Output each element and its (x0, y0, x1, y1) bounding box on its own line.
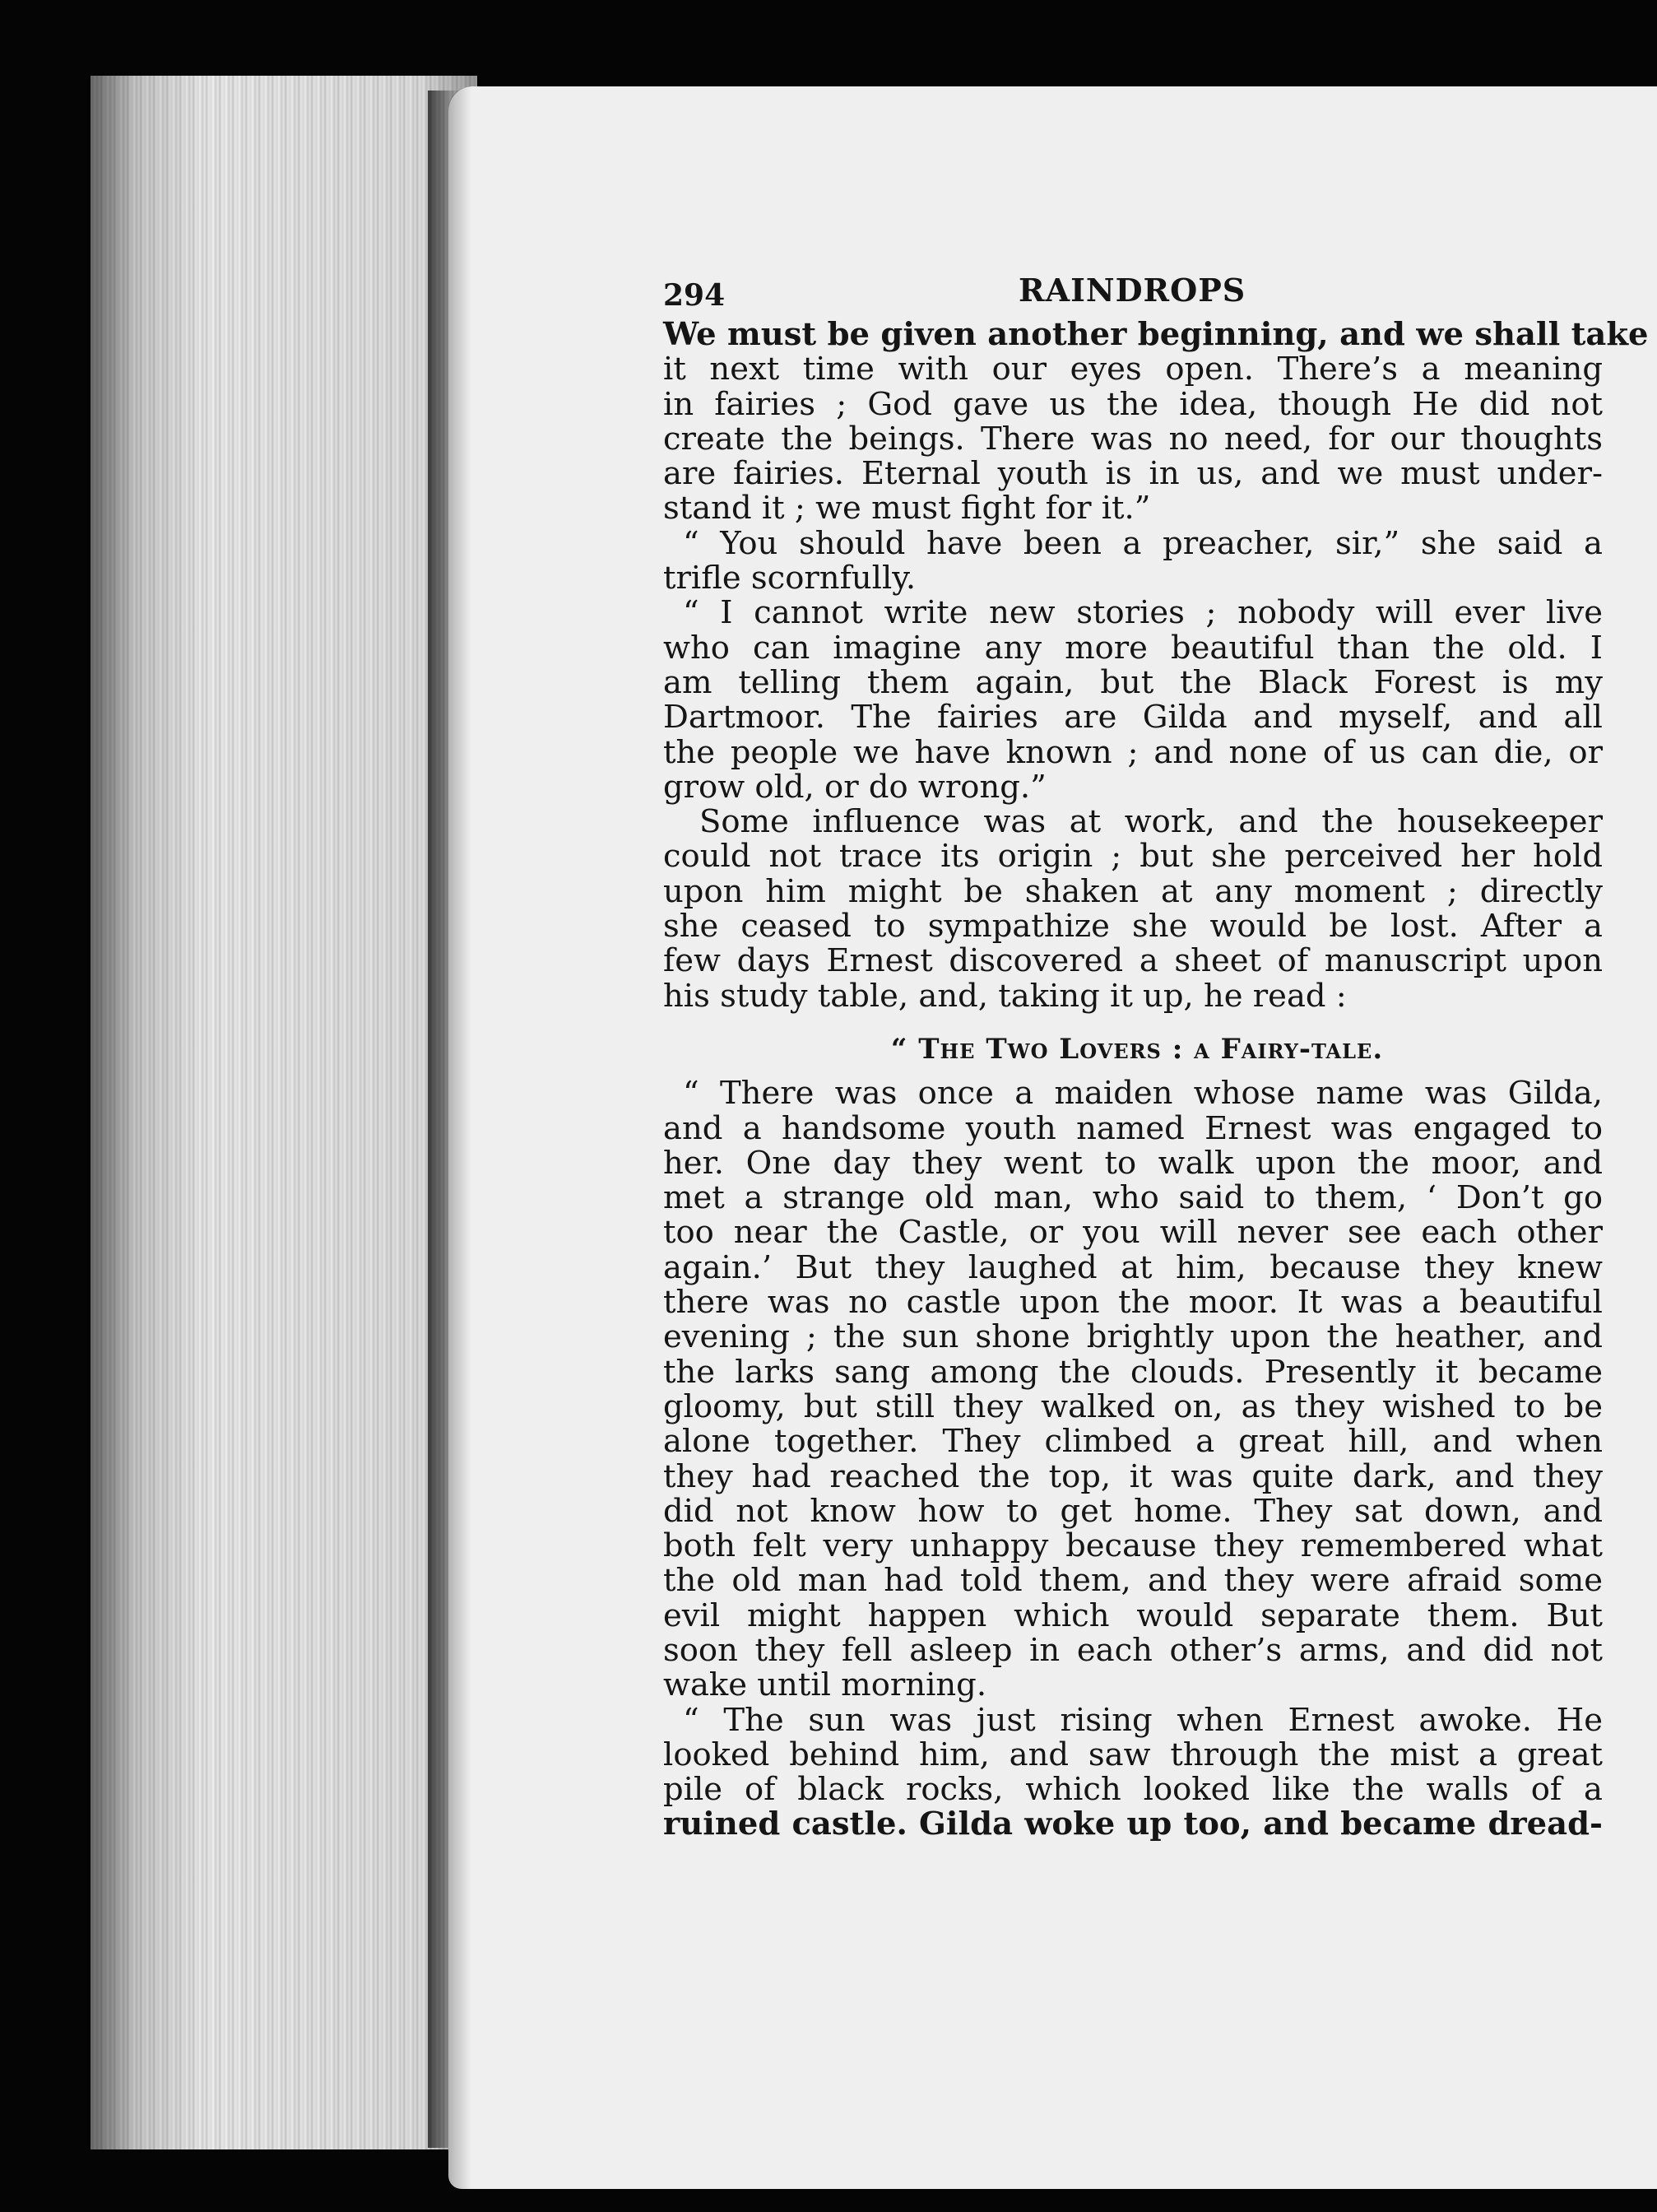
running-title: RAINDROPS (1019, 272, 1246, 309)
text-line: again.’ But they laughed at him, because they knew (663, 1248, 1603, 1286)
text-line: wake until morning. (663, 1666, 987, 1704)
text-line: Dartmoor. The fairies are Gilda and myself, and all (663, 699, 1603, 737)
text-line: could not trace its origin ; but she perceived her hold (663, 838, 1603, 876)
text-line: did not know how to get home. They sat down, and (663, 1492, 1603, 1530)
text-line: “ The sun was just rising when Ernest awoke. He (683, 1701, 1603, 1739)
text-line: and a handsome youth named Ernest was engaged to (663, 1109, 1603, 1147)
text-line: evil might happen which would separate them. But (663, 1596, 1603, 1634)
page-number: 294 (663, 278, 726, 313)
book-page-edges (91, 76, 477, 2149)
text-line: it next time with our eyes open. There’s a meaning (663, 351, 1603, 388)
text-line: We must be given another beginning, and we shall take (663, 316, 1649, 353)
text-line: pile of black rocks, which looked like the walls of a (663, 1771, 1603, 1809)
page-text-block (663, 272, 1649, 1843)
text-line: create the beings. There was no need, for our thoughts (663, 420, 1603, 458)
text-line: evening ; the sun shone brightly upon the heather, and (663, 1318, 1603, 1356)
text-line: in fairies ; God gave us the idea, though He did not (663, 385, 1603, 423)
text-line: his study table, and, taking it up, he read : (663, 977, 1347, 1015)
text-line: too near the Castle, or you will never see each other (663, 1214, 1603, 1252)
text-line: who can imagine any more beautiful than the old. I (663, 629, 1603, 667)
story-heading: “ The Two Lovers : a Fairy-tale. (890, 1032, 1384, 1066)
text-line: trifle scornfully. (663, 560, 917, 597)
text-line: there was no castle upon the moor. It was a beautiful (663, 1284, 1603, 1322)
text-line: grow old, or do wrong.” (663, 768, 1047, 806)
running-head (663, 272, 1603, 318)
text-line: soon they fell asleep in each other’s arms, and did not (663, 1631, 1603, 1669)
text-line: few days Ernest discovered a sheet of manuscript upon (663, 942, 1603, 980)
text-line: the people we have known ; and none of us can die, or (663, 733, 1603, 771)
text-line: upon him might be shaken at any moment ; directly (663, 872, 1603, 910)
text-line: stand it ; we must fight for it.” (663, 490, 1151, 527)
story-paragraphs (663, 1076, 1603, 1843)
text-line: they had reached the top, it was quite dark, and they (663, 1457, 1603, 1495)
text-line: “ There was once a maiden whose name was Gilda, (683, 1075, 1603, 1113)
text-line: her. One day they went to walk upon the moor, and (663, 1144, 1603, 1182)
text-line: gloomy, but still they walked on, as they wished to be (663, 1387, 1603, 1425)
text-line: looked behind him, and saw through the mist a great (663, 1736, 1603, 1773)
text-line: alone together. They climbed a great hill, and when (663, 1423, 1603, 1461)
paragraphs-before-story (663, 316, 1649, 1015)
text-line: the old man had told them, and they were afraid some (663, 1562, 1603, 1600)
text-line: met a strange old man, who said to them, ‘ Don’t go (663, 1179, 1603, 1217)
text-line: both felt very unhappy because they remembered what (663, 1527, 1603, 1565)
text-line: ruined castle. Gilda woke up too, and became dread- (663, 1805, 1603, 1843)
text-line: she ceased to sympathize she would be lost. After a (663, 908, 1603, 946)
text-line: “ I cannot write new stories ; nobody will ever live (683, 594, 1603, 632)
text-line: Some influence was at work, and the housekeeper (699, 803, 1603, 841)
text-line: am telling them again, but the Black Forest is my (663, 663, 1603, 701)
text-line: are fairies. Eternal youth is in us, and we must under- (663, 455, 1603, 493)
text-line: “ You should have been a preacher, sir,” she said a (683, 524, 1603, 562)
text-line: the larks sang among the clouds. Presently it became (663, 1353, 1603, 1391)
